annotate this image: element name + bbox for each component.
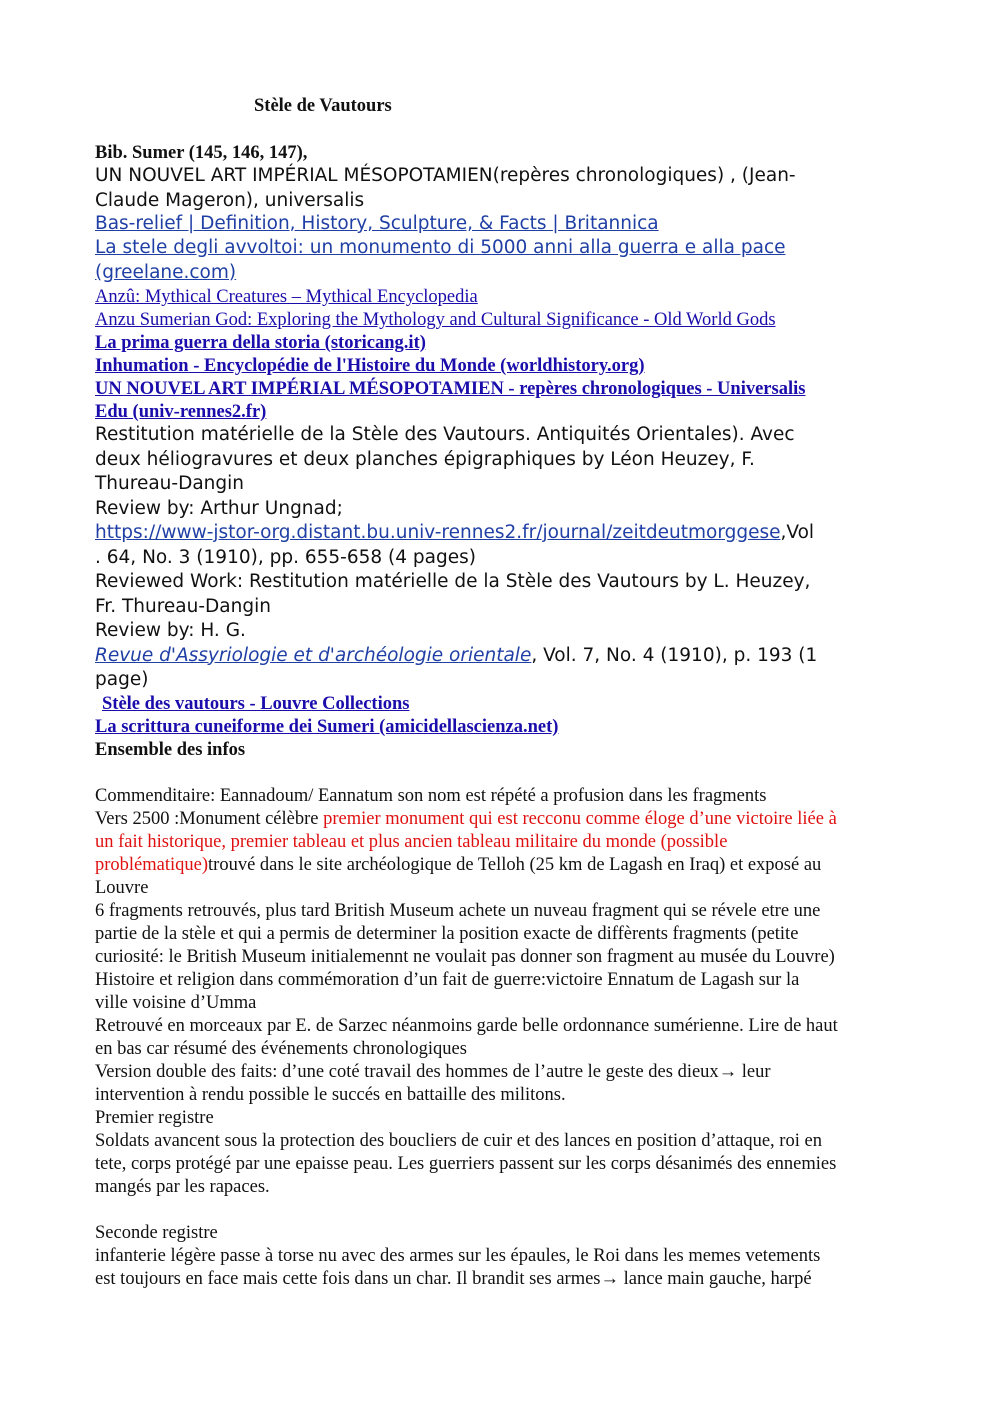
highlight-red: un fait historique, premier tableau et plus ancien tableau militaire du monde (possible (95, 832, 728, 852)
link-revue-assyriologie[interactable]: Revue d'Assyriologie et d'archéologie orientale (95, 644, 532, 666)
body-text (95, 785, 900, 1291)
paragraph-line (95, 854, 900, 877)
paragraph-vers-2500 (95, 808, 900, 831)
paragraph-line: partie de la stèle et qui a permis de determiner la position exacte de diffèrents fragments (petite (95, 924, 799, 944)
link-greelane-line[interactable]: La stele degli avvoltoi: un monumento di 5000 anni alla guerra e alla pace (95, 237, 786, 258)
link-louvre[interactable] (102, 693, 907, 716)
link-nouvel-art-line[interactable]: UN NOUVEL ART IMPÉRIAL MÉSOPOTAMIEN - repères chronologiques - Universalis (95, 379, 806, 399)
link-greelane-line[interactable]: (greelane.com) (95, 261, 237, 283)
ref-line: UN NOUVEL ART IMPÉRIAL MÉSOPOTAMIEN(repères chronologiques) , (Jean- (95, 165, 796, 186)
bib-heading: Bib. Sumer (145, 146, 147), (95, 143, 308, 163)
review-hg: Review by: H. G. (95, 620, 246, 641)
link-scrittura[interactable] (95, 716, 900, 739)
jstor-vol: ,Vol (780, 522, 815, 543)
ref-line: Claude Mageron), universalis (95, 189, 365, 211)
link-prima-guerra-text[interactable]: La prima guerra della storia (storicang.it) (95, 333, 426, 353)
paragraph-line: curiosité: le British Museum initialemennt ne voulait pas donner son fragment au musée du Louvre) (95, 947, 835, 967)
heading-seconde-registre: Seconde registre (95, 1223, 218, 1243)
restitution-line: Thureau-Dangin (95, 473, 244, 494)
paragraph-line: Soldats avancent sous la protection des boucliers de cuir et des lances en position d’attaque, roi en (95, 1131, 822, 1151)
link-anzu-god-text[interactable]: Anzu Sumerian God: Exploring the Mythology and Cultural Significance - Old World Gods (95, 310, 776, 330)
paragraph-line: tete, corps protégé par une epaisse peau. Les guerriers passent sur les corps désanimés des ennemies (95, 1154, 837, 1174)
revue-line (95, 644, 900, 669)
link-anzu-text[interactable]: Anzû: Mythical Creatures – Mythical Encyclopedia (95, 287, 478, 307)
highlight-red: premier monument qui est recconu comme éloge d’une victoire liée à (323, 809, 837, 829)
link-britannica[interactable] (95, 212, 900, 237)
paragraph-line: mangés par les rapaces. (95, 1177, 270, 1197)
jstor-line (95, 521, 900, 546)
paragraph-line: 6 fragments retrouvés, plus tard British Museum achete un nuveau fragment qui se révele etre une (95, 901, 821, 921)
link-anzu-mythical[interactable] (95, 286, 900, 309)
link-prima-guerra[interactable] (95, 332, 900, 355)
paragraph-line: Louvre (95, 878, 149, 898)
link-inhumation[interactable] (95, 355, 900, 378)
paragraph-line: Retrouvé en morceaux par E. de Sarzec néanmoins garde belle ordonnance sumérienne. Lire de haut (95, 1016, 838, 1036)
paragraph-line: infanterie légère passe à torse nu avec des armes sur les épaules, le Roi dans les memes vetements (95, 1246, 821, 1266)
paragraph-line: Version double des faits: d’une coté travail des hommes de l’autre le geste des dieux→ leur (95, 1062, 771, 1082)
link-nouvel-art-universalis[interactable] (95, 378, 900, 424)
blank-line (95, 1199, 900, 1222)
revue-line2: page) (95, 669, 149, 690)
text-run: Vers 2500 :Monument célèbre (95, 809, 324, 829)
link-anzu-god[interactable] (95, 309, 900, 332)
paragraph-line: est toujours en face mais cette fois dans un char. Il brandit ses armes→ lance main gauche, harpé (95, 1269, 812, 1289)
link-jstor[interactable]: https://www-jstor-org.distant.bu.univ-rennes2.fr/journal/zeitdeutmorggese (95, 522, 781, 543)
link-nouvel-art-line[interactable]: Edu (univ-rennes2.fr) (95, 402, 267, 422)
section-heading-ensemble: Ensemble des infos (95, 740, 246, 760)
text-run: trouvé dans le site archéologique de Telloh (25 km de Lagash en Iraq) et exposé au (208, 855, 822, 875)
paragraph-line: en bas car résumé des événements chronologiques (95, 1039, 467, 1059)
paragraph-commenditaire: Commenditaire: Eannadoum/ Eannatum son nom est répété a profusion dans les fragments (95, 786, 767, 806)
link-scrittura-text[interactable]: La scrittura cuneiforme dei Sumeri (amicidellascienza.net) (95, 717, 559, 737)
restitution-line: Restitution matérielle de la Stèle des Vautours. Antiquités Orientales). Avec (95, 424, 795, 445)
link-louvre-text[interactable]: Stèle des vautours - Louvre Collections (102, 694, 410, 714)
restitution-line: deux héliogravures et deux planches épigraphiques by Léon Heuzey, F. (95, 448, 755, 470)
ref-nouvel-art-text (95, 164, 900, 213)
link-inhumation-text[interactable]: Inhumation - Encyclopédie de l'Histoire du Monde (worldhistory.org) (95, 356, 645, 376)
review-arthur-ungnad: Review by: Arthur Ungnad; (95, 497, 343, 519)
reviewed-work-line: Fr. Thureau-Dangin (95, 595, 271, 617)
page-title: Stèle de Vautours (254, 96, 392, 116)
jstor-line2: . 64, No. 3 (1910), pp. 655-658 (4 pages) (95, 546, 476, 568)
link-britannica-text[interactable]: Bas-relief | Definition, History, Sculpture, & Facts | Britannica (95, 213, 659, 234)
paragraph-line: intervention à rendu possible le succés en battaille des militons. (95, 1085, 566, 1105)
highlight-red: problématique) (95, 855, 209, 875)
paragraph-line: Histoire et religion dans commémoration d’un fait de guerre:victoire Ennatum de Lagash sur la (95, 970, 800, 990)
link-greelane[interactable] (95, 236, 900, 285)
revue-vol: , Vol. 7, No. 4 (1910), p. 193 (1 (531, 644, 818, 666)
reviewed-work-line: Reviewed Work: Restitution matérielle de la Stèle des Vautours by L. Heuzey, (95, 571, 811, 592)
restitution-reference (95, 423, 900, 693)
paragraph-line: ville voisine d’Umma (95, 993, 257, 1013)
heading-premier-registre: Premier registre (95, 1108, 214, 1128)
